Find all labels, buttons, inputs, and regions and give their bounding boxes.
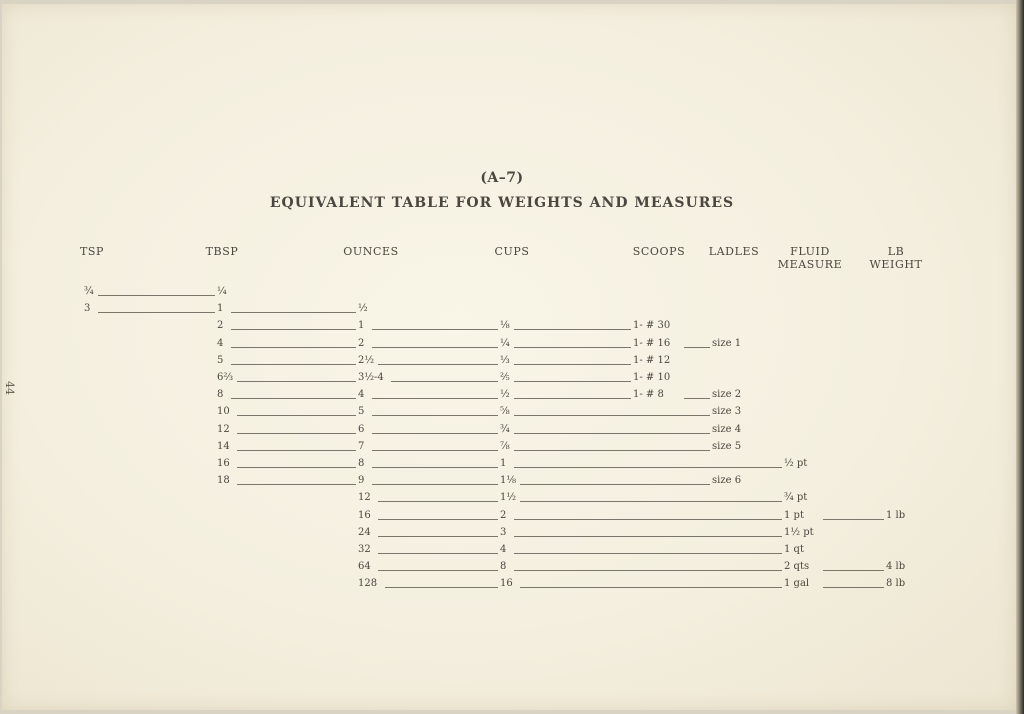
cell-fluid: 1 gal <box>784 578 810 590</box>
cell-tbsp: 1 <box>217 303 224 315</box>
leader-line <box>520 587 782 588</box>
cell-lb: 4 lb <box>886 561 906 573</box>
cell-cups: 1½ <box>500 492 517 504</box>
cell-tbsp: 5 <box>217 354 224 366</box>
cell-cups: ⅝ <box>500 406 510 418</box>
leader-line <box>372 415 498 416</box>
leader-line <box>391 381 498 382</box>
cell-ounces: 16 <box>358 509 371 521</box>
cell-ounces: 5 <box>358 406 365 418</box>
cell-tbsp: 8 <box>217 389 224 401</box>
leader-line <box>684 398 710 399</box>
leader-line <box>520 501 782 502</box>
leader-line <box>514 553 782 554</box>
leader-line <box>231 364 356 365</box>
leader-line <box>514 364 631 365</box>
leader-line <box>237 450 356 451</box>
cell-scoops: 1- # 8 <box>633 389 664 401</box>
cell-cups: ⅛ <box>500 320 510 332</box>
leader-line <box>823 519 884 520</box>
cell-ladles: size 5 <box>712 440 742 452</box>
cell-ounces: 9 <box>358 475 365 487</box>
cell-ounces: 2½ <box>358 354 375 366</box>
leader-line <box>237 484 356 485</box>
cell-ounces: 2 <box>358 337 365 349</box>
cell-ounces: 64 <box>358 561 371 573</box>
cell-scoops: 1- # 16 <box>633 337 671 349</box>
leader-line <box>823 570 884 571</box>
cell-cups: 1⅛ <box>500 475 517 487</box>
leader-line <box>98 295 215 296</box>
leader-line <box>98 312 215 313</box>
leader-line <box>372 329 498 330</box>
leader-line <box>514 570 782 571</box>
leader-line <box>372 450 498 451</box>
cell-tsp: ¾ <box>84 286 94 297</box>
cell-ounces: 24 <box>358 526 371 538</box>
leader-line <box>237 381 356 382</box>
leader-line <box>378 570 498 571</box>
leader-line <box>514 433 710 434</box>
leader-line <box>237 467 356 468</box>
cell-ounces: 12 <box>358 492 371 504</box>
cell-cups: ⅞ <box>500 440 510 452</box>
leader-line <box>378 519 498 520</box>
leader-line <box>231 347 356 348</box>
leader-line <box>520 484 710 485</box>
column-header-tbsp: TBSP <box>205 245 239 258</box>
cell-cups: 1 <box>500 458 507 469</box>
page-number: 44 <box>3 381 16 395</box>
leader-line <box>372 347 498 348</box>
leader-line <box>823 587 884 588</box>
leader-line <box>514 536 782 537</box>
cell-cups: ⅓ <box>500 354 510 366</box>
cell-tbsp: 2 <box>217 320 224 332</box>
cell-ounces: 7 <box>358 440 365 452</box>
cell-ounces: 8 <box>358 458 365 469</box>
column-header-tsp: TSP <box>79 245 105 258</box>
leader-line <box>514 450 710 451</box>
cell-ladles: size 1 <box>712 337 742 349</box>
cell-cups: 4 <box>500 544 507 555</box>
cell-ounces: 32 <box>358 544 371 555</box>
leader-line <box>372 398 498 399</box>
leader-line <box>231 398 356 399</box>
cell-fluid: 1 pt <box>784 509 804 521</box>
leader-line <box>514 467 782 468</box>
cell-tbsp: 18 <box>217 475 230 487</box>
cell-ounces: 4 <box>358 389 365 401</box>
cell-ounces: 128 <box>358 578 378 590</box>
leader-line <box>372 467 498 468</box>
cell-ounces: 1 <box>358 320 365 332</box>
cell-cups: 16 <box>500 578 513 590</box>
column-header-ounces: OUNCES <box>343 245 399 258</box>
cell-cups: 3 <box>500 526 507 538</box>
cell-fluid: ¾ pt <box>784 492 808 504</box>
leader-line <box>684 347 710 348</box>
leader-line <box>514 398 631 399</box>
cell-tsp: 3 <box>84 303 91 315</box>
cell-cups: 8 <box>500 561 507 573</box>
leader-line <box>237 415 356 416</box>
cell-tbsp: 12 <box>217 423 230 435</box>
leader-line <box>385 587 498 588</box>
cell-ladles: size 3 <box>712 406 742 418</box>
cell-scoops: 1- # 10 <box>633 372 671 383</box>
leader-line <box>372 484 498 485</box>
cell-cups: 2 <box>500 509 507 521</box>
leader-line <box>514 347 631 348</box>
leader-line <box>372 433 498 434</box>
leader-line <box>237 433 356 434</box>
cell-fluid: 2 qts <box>784 561 810 573</box>
leader-line <box>378 501 498 502</box>
column-header-scoops: SCOOPS <box>632 245 686 258</box>
leader-line <box>378 553 498 554</box>
book-spine-edge <box>1016 0 1024 714</box>
cell-fluid: 1½ pt <box>784 526 814 538</box>
cell-ounces: 6 <box>358 423 365 435</box>
cell-fluid: ½ pt <box>784 458 808 469</box>
cell-scoops: 1- # 30 <box>633 320 671 332</box>
cell-tbsp: 10 <box>217 406 230 418</box>
table-code: (A–7) <box>480 170 524 186</box>
cell-ladles: size 2 <box>712 389 742 401</box>
leader-line <box>514 519 782 520</box>
cell-ladles: size 4 <box>712 423 742 435</box>
cell-tbsp: 14 <box>217 440 230 452</box>
leader-line <box>514 329 631 330</box>
cell-tbsp: ¼ <box>217 286 227 297</box>
cell-scoops: 1- # 12 <box>633 354 671 366</box>
column-header-ladles: LADLES <box>708 245 760 258</box>
cell-tbsp: 4 <box>217 337 224 349</box>
cell-ounces: ½ <box>358 303 368 315</box>
cell-cups: ½ <box>500 389 510 401</box>
column-header-lb: LB WEIGHT <box>869 245 923 271</box>
cell-cups: ⅖ <box>500 372 510 383</box>
column-header-cups: CUPS <box>494 245 530 258</box>
cell-tbsp: 6⅔ <box>217 372 234 383</box>
cell-cups: ¾ <box>500 423 510 435</box>
cell-tbsp: 16 <box>217 458 230 469</box>
cell-lb: 1 lb <box>886 509 906 521</box>
cell-fluid: 1 qt <box>784 544 804 555</box>
leader-line <box>378 364 498 365</box>
leader-line <box>378 536 498 537</box>
leader-line <box>514 381 631 382</box>
table-title: EQUIVALENT TABLE FOR WEIGHTS AND MEASURES <box>269 195 735 211</box>
cell-ounces: 3½-4 <box>358 372 384 383</box>
column-header-fluid: FLUID MEASURE <box>777 245 843 271</box>
cell-ladles: size 6 <box>712 475 742 487</box>
cell-cups: ¼ <box>500 337 510 349</box>
leader-line <box>231 312 356 313</box>
cell-lb: 8 lb <box>886 578 906 590</box>
leader-line <box>231 329 356 330</box>
leader-line <box>514 415 710 416</box>
